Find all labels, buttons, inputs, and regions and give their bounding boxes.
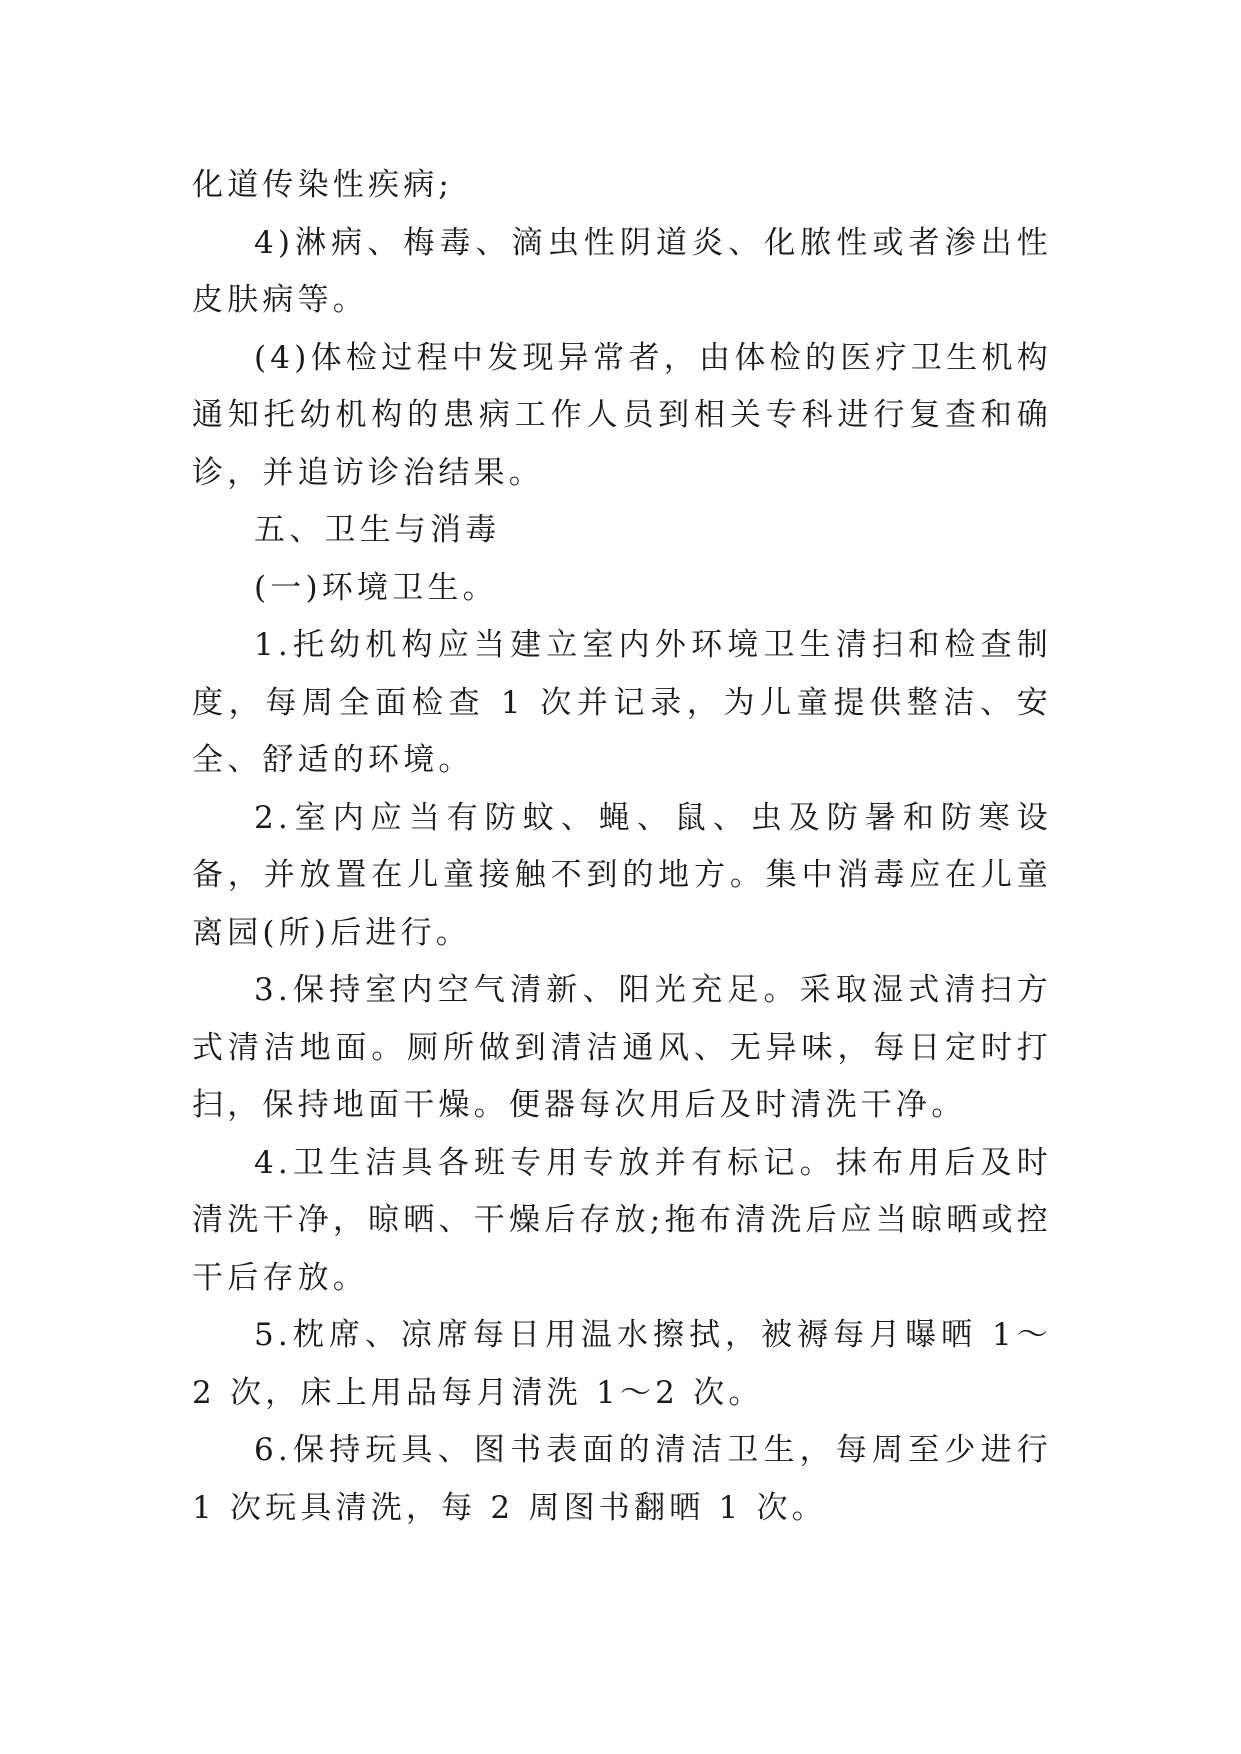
paragraph-1: 化道传染性疾病;	[192, 167, 454, 203]
document-body	[192, 157, 1052, 1537]
paragraph-item-5: 5.枕席、凉席每日用温水擦拭，被褥每月曝晒 1～2 次，床上用品每月清洗 1～2 次。	[192, 1317, 1052, 1411]
paragraph-item-4: 4.卫生洁具各班专用专放并有标记。抹布用后及时清洗干净，晾晒、干燥后存放;拖布清洗后应当晾晒或控干后存放。	[192, 1144, 1052, 1296]
paragraph-3: (4)体检过程中发现异常者，由体检的医疗卫生机构通知托幼机构的患病工作人员到相关专科进行复查和确诊，并追访诊治结果。	[192, 339, 1052, 491]
section-heading: 五、卫生与消毒	[254, 512, 501, 548]
subsection-heading: (一)环境卫生。	[254, 569, 498, 606]
paragraph-item-3: 3.保持室内空气清新、阳光充足。采取湿式清扫方式清洁地面。厕所做到清洁通风、无异味，每日定时打扫，保持地面干燥。便器每次用后及时清洗干净。	[192, 972, 1052, 1123]
paragraph-item-2: 2.室内应当有防蚊、蝇、鼠、虫及防暑和防寒设备，并放置在儿童接触不到的地方。集中消毒应在儿童离园(所)后进行。	[192, 799, 1052, 951]
paragraph-item-1: 1.托幼机构应当建立室内外环境卫生清扫和检查制度，每周全面检查 1 次并记录，为儿童提供整洁、安全、舒适的环境。	[192, 627, 1052, 778]
paragraph-item-6: 6.保持玩具、图书表面的清洁卫生，每周至少进行 1 次玩具清洗，每 2 周图书翻晒 1 次。	[192, 1432, 1052, 1526]
paragraph-2: 4)淋病、梅毒、滴虫性阴道炎、化脓性或者渗出性皮肤病等。	[192, 224, 1052, 318]
